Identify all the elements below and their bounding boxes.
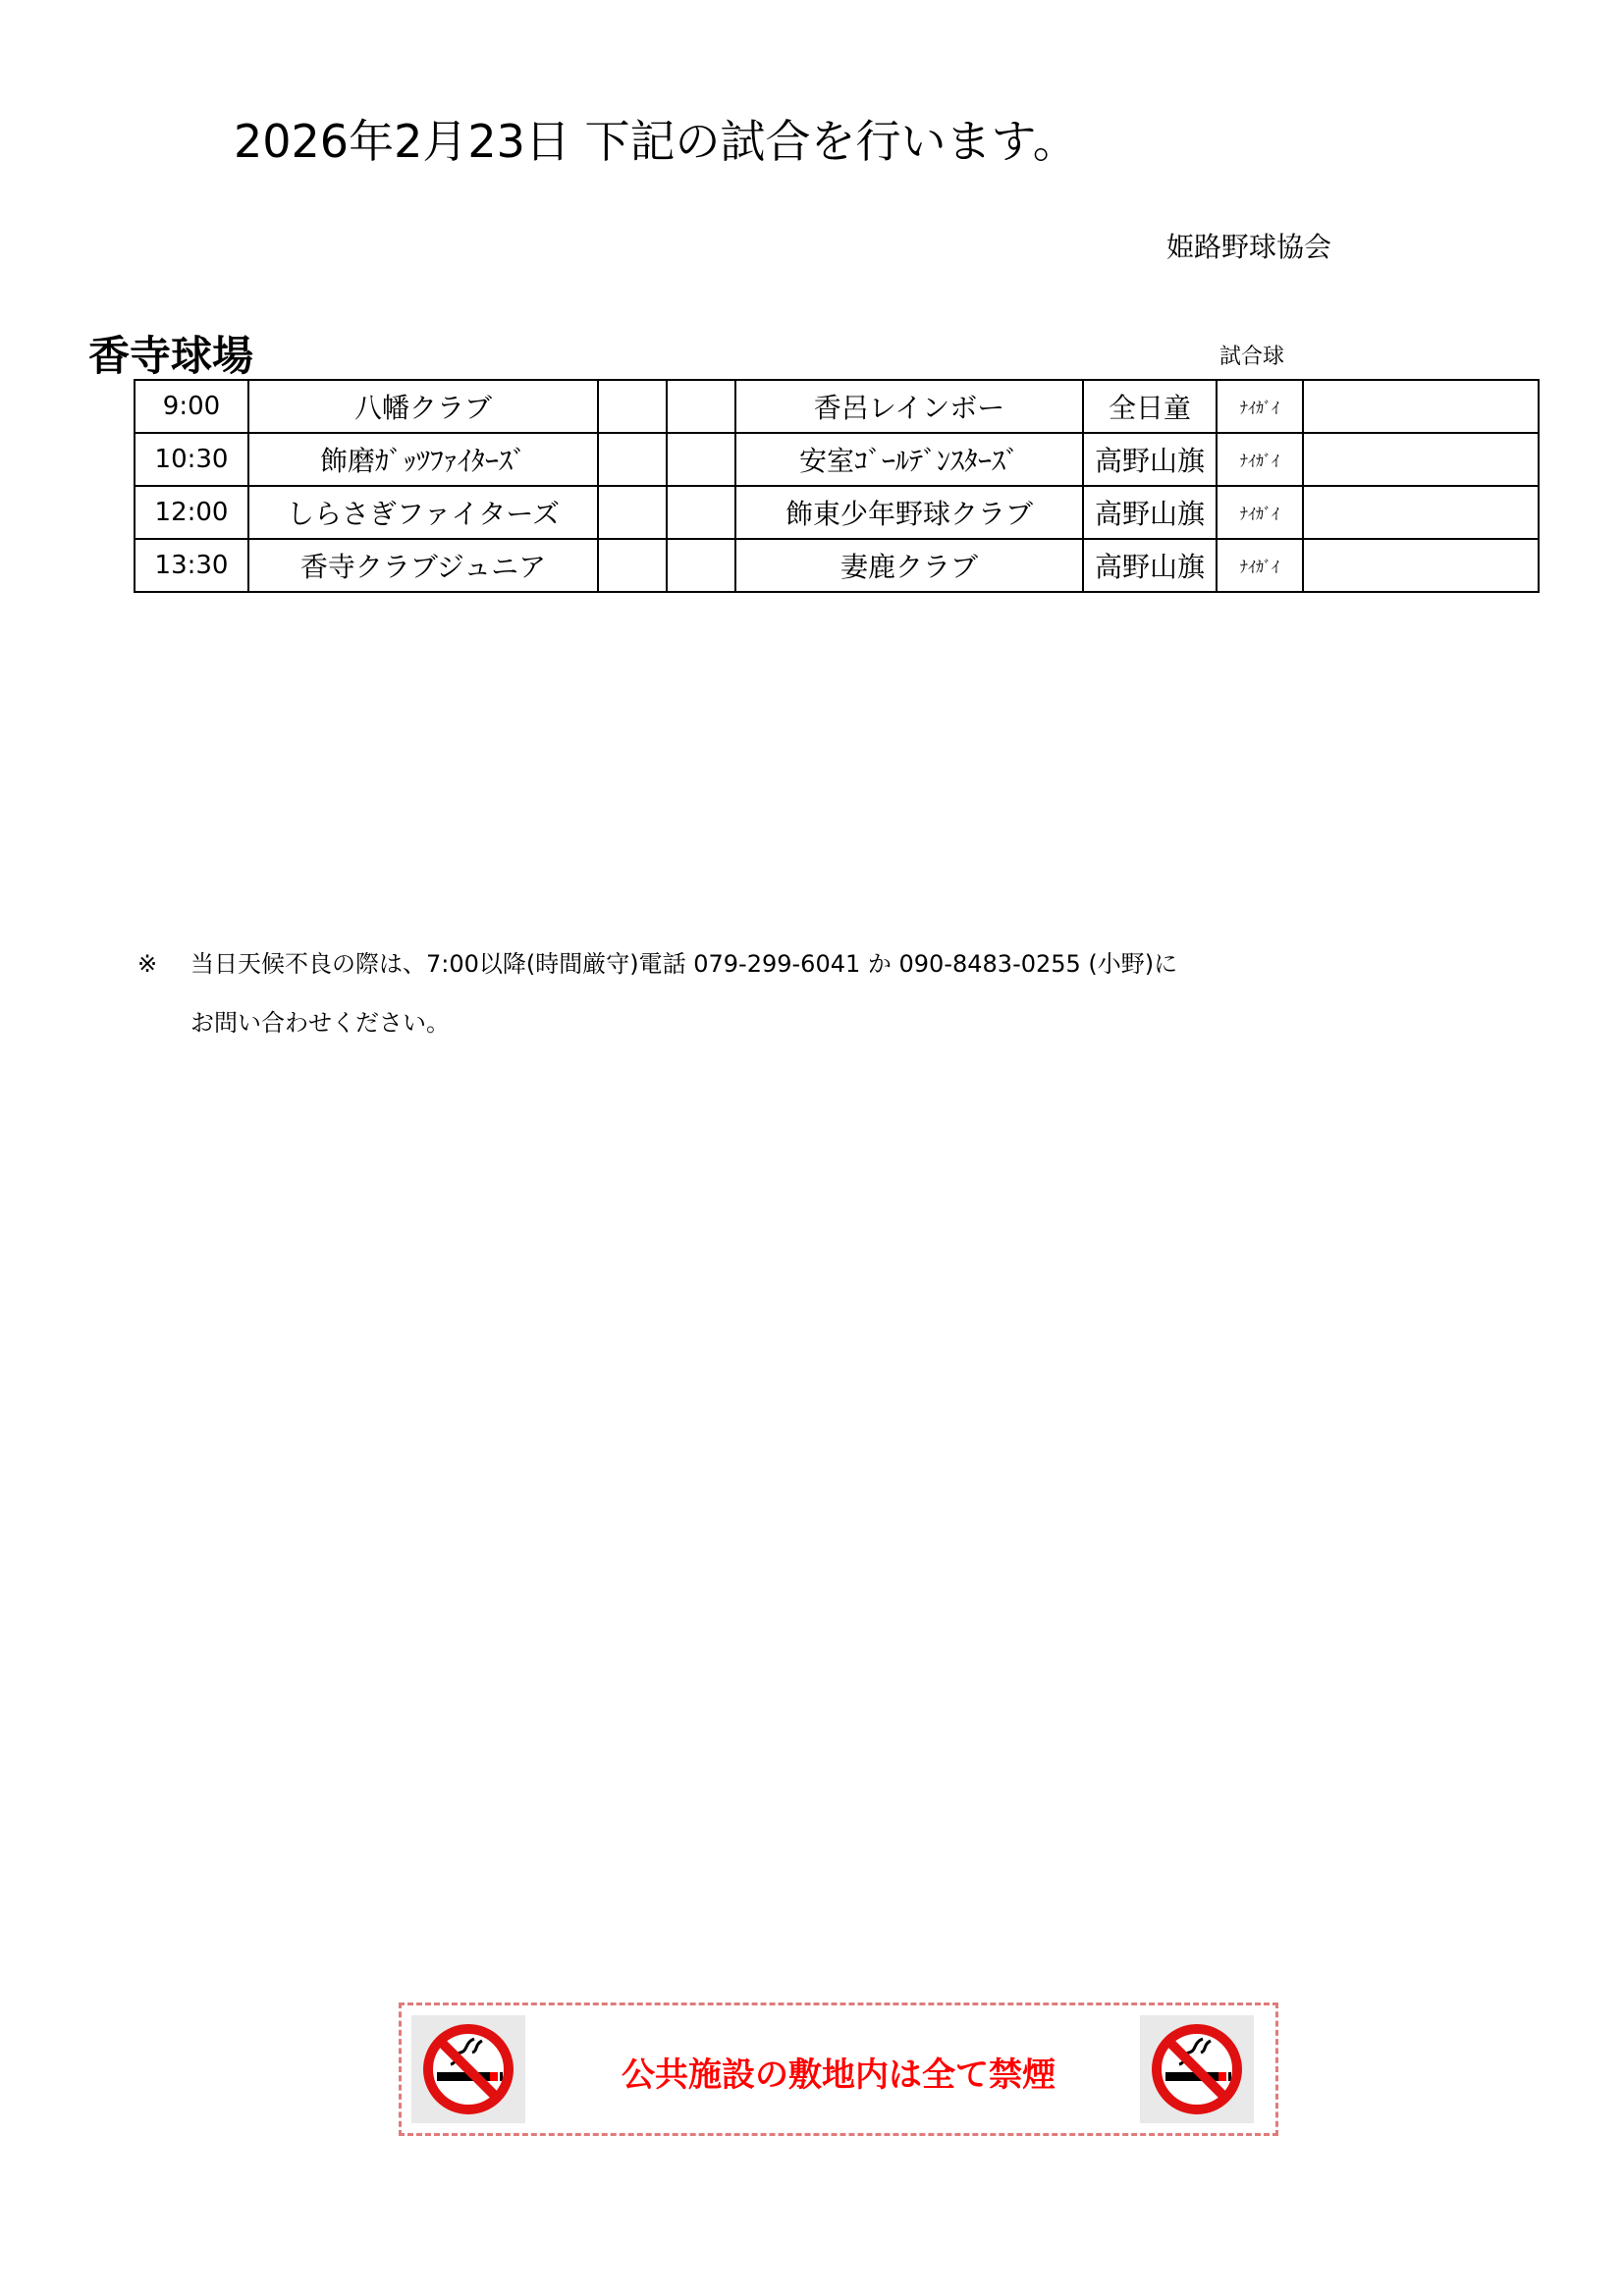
match-time: 12:00 [135,486,248,539]
home-team: 香寺クラブジュニア [248,539,598,592]
home-team: 八幡クラブ [248,380,598,433]
home-score [598,380,667,433]
home-score [598,539,667,592]
tournament-name: 高野山旗 [1083,486,1217,539]
note-line-1 [137,934,1177,993]
match-time: 13:30 [135,539,248,592]
game-ball: ﾅｲｶﾞｲ [1217,539,1303,592]
venue-name: 香寺球場 [88,332,254,380]
match-time: 10:30 [135,433,248,486]
home-score [598,486,667,539]
table-row [135,486,1539,539]
tournament-name: 高野山旗 [1083,539,1217,592]
away-team: 妻鹿クラブ [735,539,1083,592]
note-text-2: お問い合わせください。 [190,1009,450,1037]
away-score [667,486,735,539]
remarks-cell [1303,486,1539,539]
table-row [135,539,1539,592]
remarks-cell [1303,380,1539,433]
table-row [135,433,1539,486]
away-team: 安室ｺﾞｰﾙﾃﾞﾝｽﾀｰｽﾞ [735,433,1083,486]
note-text-1: 当日天候不良の際は、7:00以降(時間厳守)電話 079-299-6041 か 090-8483-0255 (小野)に [190,950,1178,978]
ball-column-label: 試合球 [1219,345,1285,369]
weather-note [137,934,1177,1052]
home-score [598,433,667,486]
game-ball: ﾅｲｶﾞｲ [1217,486,1303,539]
table-row [135,380,1539,433]
no-smoking-icon [1140,2015,1254,2123]
schedule-table [134,379,1540,593]
remarks-cell [1303,539,1539,592]
remarks-cell [1303,433,1539,486]
tournament-name: 全日童 [1083,380,1217,433]
away-score [667,433,735,486]
no-smoking-text: 公共施設の敷地内は全て禁煙 [622,2056,1056,2095]
away-team: 飾東少年野球クラブ [735,486,1083,539]
no-smoking-notice [399,2002,1278,2136]
home-team: 飾磨ｶﾞｯﾂﾌｧｲﾀｰｽﾞ [248,433,598,486]
home-team: しらさぎファイターズ [248,486,598,539]
note-mark: ※ [137,950,158,978]
game-ball: ﾅｲｶﾞｲ [1217,380,1303,433]
away-score [667,380,735,433]
away-score [667,539,735,592]
tournament-name: 高野山旗 [1083,433,1217,486]
away-team: 香呂レインボー [735,380,1083,433]
page-title: 2026年2月23日 下記の試合を行います。 [234,115,1078,168]
game-ball: ﾅｲｶﾞｲ [1217,433,1303,486]
organization-name: 姫路野球協会 [1166,231,1332,263]
match-time: 9:00 [135,380,248,433]
